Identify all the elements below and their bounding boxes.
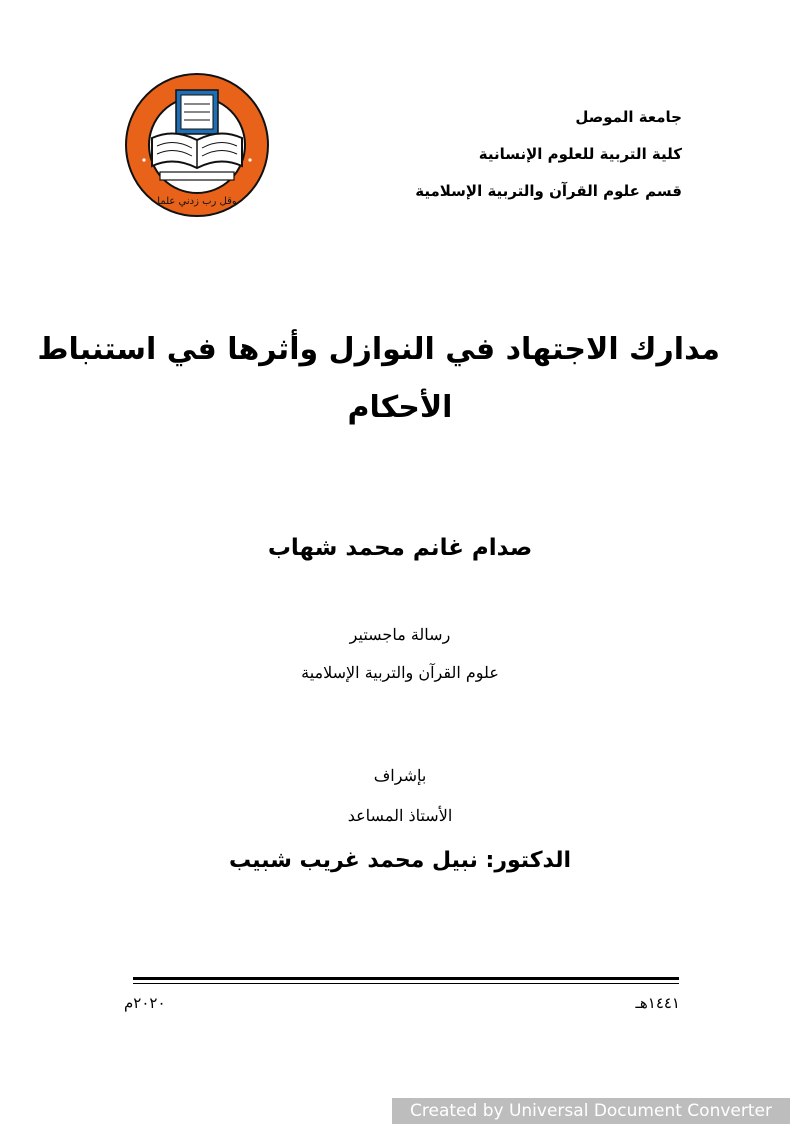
- field-of-study: علوم القرآن والتربية الإسلامية: [301, 663, 499, 682]
- department-name: قسم علوم القرآن والتربية الإسلامية: [415, 182, 682, 200]
- college-name: كلية التربية للعلوم الإنسانية: [478, 145, 682, 163]
- supervisor-name: الدكتور: نبيل محمد غريب شبيب: [228, 848, 572, 873]
- supervisor-rank: الأستاذ المساعد: [347, 806, 453, 825]
- converter-watermark: Created by Universal Document Converter: [392, 1098, 790, 1124]
- hijri-date: ١٤٤١هـ: [635, 994, 680, 1012]
- supervision-label: بإشراف: [373, 766, 427, 785]
- thesis-title-line-2: الأحكام: [347, 390, 453, 425]
- author-name: صدام غانم محمد شهاب: [267, 535, 533, 561]
- divider-thick: [133, 977, 679, 980]
- divider-thin: [133, 983, 679, 984]
- university-name: جامعة الموصل: [575, 108, 682, 126]
- logo-motto: وقل رب زدني علما: [157, 196, 237, 207]
- university-logo: [124, 72, 270, 218]
- degree-type: رسالة ماجستير: [349, 625, 451, 644]
- thesis-title-line-1: مدارك الاجتهاد في النوازل وأثرها في استنباط: [37, 332, 720, 367]
- university-seal-icon: [124, 72, 270, 218]
- gregorian-date: ٢٠٢٠م: [124, 994, 166, 1012]
